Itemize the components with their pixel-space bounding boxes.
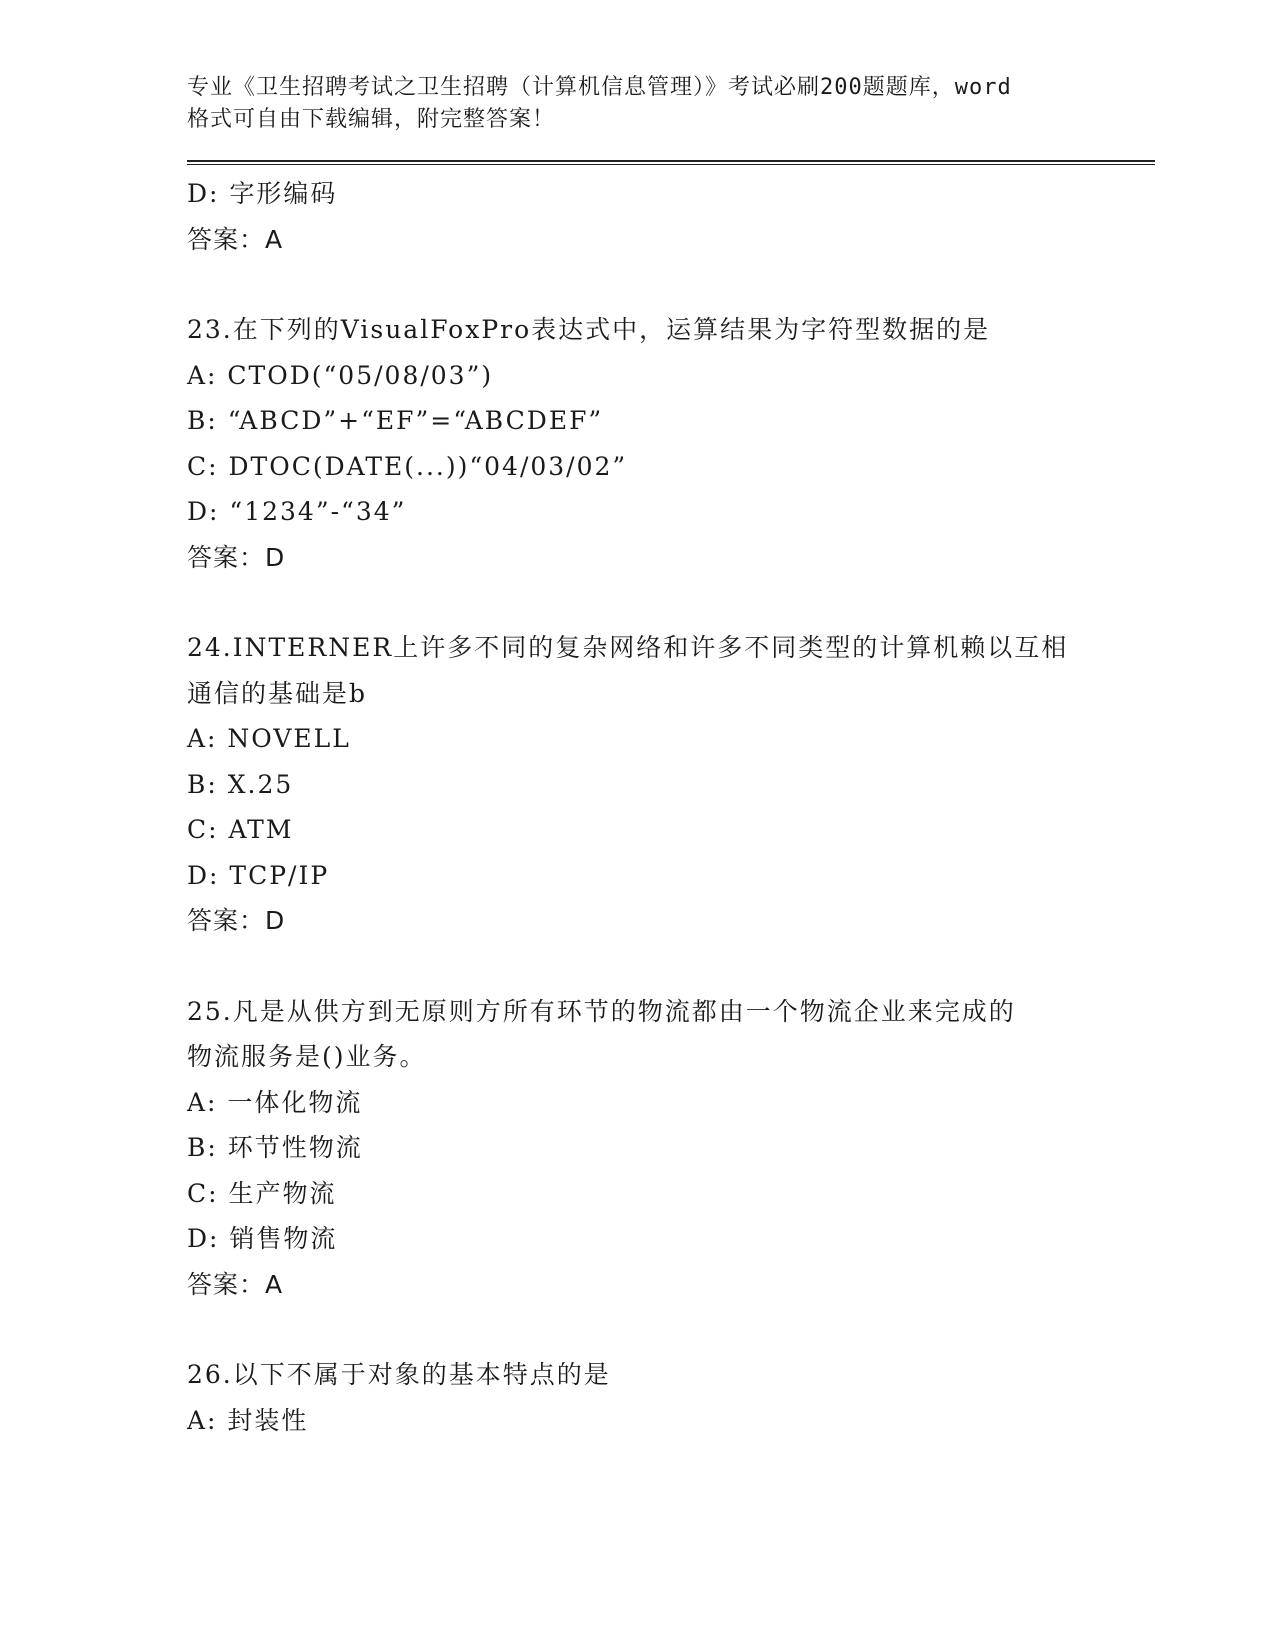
question-23 <box>187 307 1155 580</box>
option-d: D: TCP/IP <box>187 860 330 890</box>
option-c: C: DTOC(DATE(...))“04/03/02” <box>187 451 628 481</box>
question-title-line-2: 物流服务是()业务。 <box>187 1042 427 1071</box>
option-b: B: “ABCD”+“EF”=“ABCDEF” <box>187 406 604 435</box>
option-c: C: ATM <box>187 815 294 844</box>
answer: 答案：A <box>187 1269 284 1299</box>
option-a: A: 一体化物流 <box>187 1087 363 1117</box>
question-title-line-2: 通信的基础是b <box>187 678 368 708</box>
option-a: A: NOVELL <box>187 724 351 753</box>
question-title: 26.以下不属于对象的基本特点的是 <box>187 1360 611 1389</box>
header-line-1: 专业《卫生招聘考试之卫生招聘（计算机信息管理）》考试必刷200题题库，word <box>187 75 1012 100</box>
option-b: B: X.25 <box>187 769 294 799</box>
document-page <box>187 72 1155 1443</box>
question-22-tail <box>187 171 1155 262</box>
question-title: 23.在下列的VisualFoxPro表达式中，运算结果为字符型数据的是 <box>187 315 991 344</box>
option-d: D: “1234”-“34” <box>187 497 407 526</box>
option-d: D: 字形编码 <box>187 179 338 208</box>
answer: 答案：D <box>187 542 286 572</box>
question-25 <box>187 989 1155 1308</box>
question-26 <box>187 1352 1155 1443</box>
question-24 <box>187 625 1155 944</box>
option-a: A: 封装性 <box>187 1405 309 1435</box>
document-header <box>187 72 1155 136</box>
option-b: B: 环节性物流 <box>187 1133 363 1162</box>
option-d: D: 销售物流 <box>187 1224 338 1253</box>
header-line-2: 格式可自由下载编辑，附完整答案！ <box>187 107 556 132</box>
question-title-line-1: 24.INTERNER上许多不同的复杂网络和许多不同类型的计算机赖以互相 <box>187 633 1069 662</box>
answer: 答案：D <box>187 906 286 935</box>
question-title-line-1: 25.凡是从供方到无原则方所有环节的物流都由一个物流企业来完成的 <box>187 996 1016 1026</box>
option-c: C: 生产物流 <box>187 1178 337 1208</box>
header-divider <box>187 160 1155 165</box>
option-a: A: CTOD(“05/08/03”) <box>187 360 494 390</box>
answer: 答案：A <box>187 224 284 254</box>
